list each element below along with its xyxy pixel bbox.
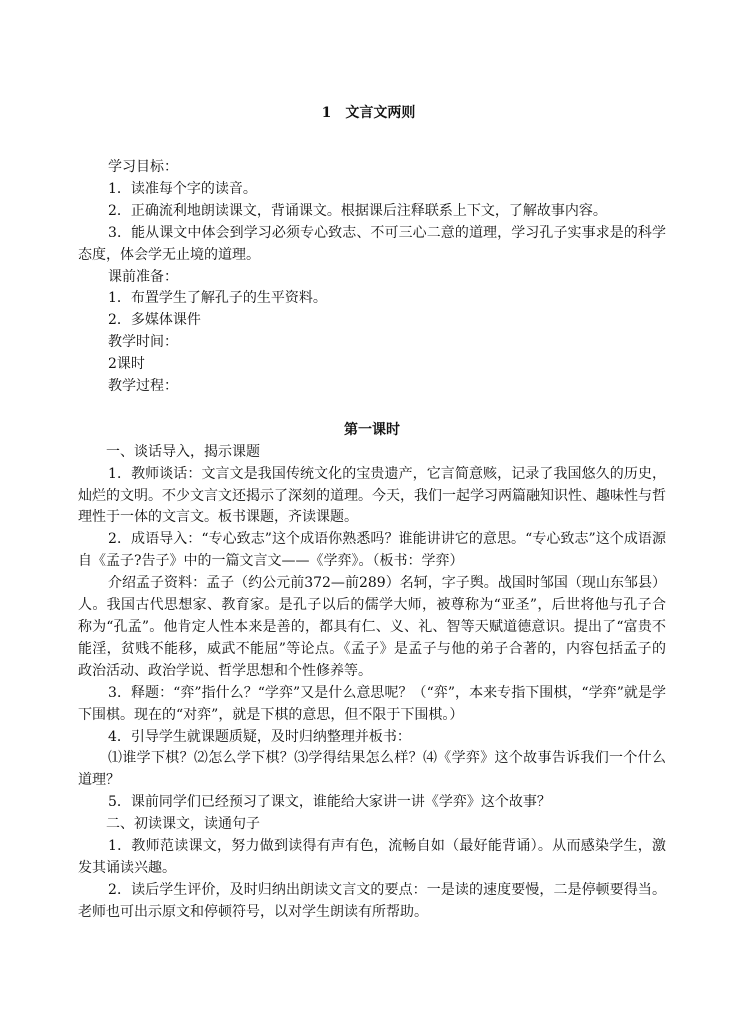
paragraph-3: 介绍孟子资料：孟子（约公元前372—前289）名轲，字子舆。战国时邹国（现山东邹县）人。我国古代思想家、教育家。是孔子以后的儒学大师，被尊称为“亚圣”，后世将他与孔子合称为“孔孟”。他肯定人性本来是善的，都具有仁、义、礼、智等天赋道德意识。提出了“富贵不能淫，贫贱不能移，威武不能屈”等论点。《孟子》是孟子与他的弟子合著的，内容包括孟子的政治活动、政治学说、哲学思想和个性修养等。 xyxy=(78,575,666,679)
paragraph-9: 2．读后学生评价，及时归纳出朗读文言文的要点：一是读的速度要慢，二是停顿要得当。老师也可出示原文和停顿符号，以对学生朗读有所帮助。 xyxy=(78,881,666,920)
paragraph-6: ⑴谁学下棋？⑵怎么学下棋？⑶学得结果怎么样？⑷《学弈》这个故事告诉我们一个什么道理？ xyxy=(78,750,666,789)
section-2-heading: 二、初读课文，读通句子 xyxy=(106,816,260,833)
document-body xyxy=(78,157,666,924)
prep-item-2: 2．多媒体课件 xyxy=(108,312,201,329)
time-value: 2课时 xyxy=(108,356,145,373)
goal-item-3: 3．能从课文中体会到学习必须专心致志、不可三心二意的道理，学习孔子实事求是的科学态度，体会学无止境的道理。 xyxy=(78,224,666,263)
paragraph-1: 1．教师谈话：文言文是我国传统文化的宝贵遗产，它言简意赅，记录了我国悠久的历史，灿烂的文明。不少文言文还揭示了深刻的道理。今天，我们一起学习两篇融知识性、趣味性与哲理性于一体的文言文。板书课题，齐读课题。 xyxy=(78,465,666,526)
paragraph-4: 3．释题：“弈”指什么？“学弈”又是什么意思呢？（“弈”，本来专指下围棋，“学弈”就是学下围棋。现在的“对弈”，就是下棋的意思，但不限于下围棋。） xyxy=(78,684,666,723)
paragraph-7: 5．课前同学们已经预习了课文，谁能给大家讲一讲《学弈》这个故事？ xyxy=(108,794,551,811)
title-text: 文言文两则 xyxy=(345,105,416,121)
goal-item-1: 1．读准每个字的读音。 xyxy=(108,180,257,197)
lesson1-heading: 第一课时 xyxy=(344,421,400,438)
section-1-heading: 一、谈话导入，揭示课题 xyxy=(106,443,260,460)
prep-label: 课前准备： xyxy=(108,268,178,285)
paragraph-5: 4．引导学生就课题质疑，及时归纳整理并板书： xyxy=(108,728,411,745)
page-title xyxy=(0,102,737,122)
process-label: 教学过程： xyxy=(108,378,178,395)
title-number: 1 xyxy=(321,105,332,121)
paragraph-8: 1．教师范读课文，努力做到读得有声有色，流畅自如（最好能背诵）。从而感染学生，激发其诵读兴趣。 xyxy=(78,838,666,876)
paragraph-2: 2．成语导入：“专心致志”这个成语你熟悉吗？谁能讲讲它的意思。“专心致志”这个成语源自《孟子?告子》中的一篇文言文——《学弈》。（板书：学弈） xyxy=(78,531,666,570)
prep-item-1: 1．布置学生了解孔子的生平资料。 xyxy=(108,290,327,307)
goal-item-2: 2．正确流利地朗读课文，背诵课文。根据课后注释联系上下文，了解故事内容。 xyxy=(108,202,607,219)
time-label: 教学时间： xyxy=(108,334,178,351)
goals-label: 学习目标： xyxy=(108,159,178,175)
spacer xyxy=(78,398,666,420)
